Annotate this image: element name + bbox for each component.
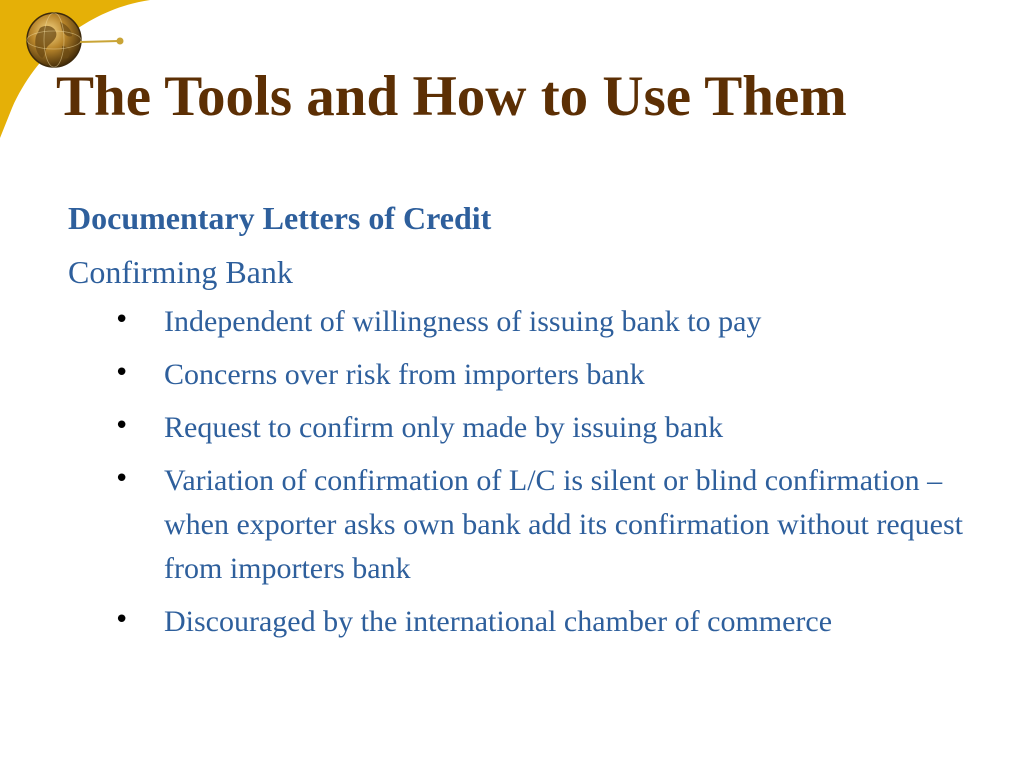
slide-body [68,196,968,653]
bullet-text: Concerns over risk from importers bank [164,358,645,391]
bullet-item [68,353,968,397]
pointer-line [80,41,119,42]
bullet-item [68,459,968,591]
section-label: Confirming Bank [68,254,293,290]
pointer-dot [117,38,124,45]
bullet-icon: • [114,358,130,388]
bullet-text: Discouraged by the international chamber of commerce [164,605,833,638]
bullet-icon: • [114,464,130,494]
bullet-list [68,300,968,644]
bullet-item [68,300,968,344]
slide-title: The Tools and How to Use Them [56,65,847,128]
bullet-text: Request to confirm only made by issuing bank [164,411,724,444]
bullet-icon: • [114,605,130,635]
globe-icon [27,13,81,67]
bullet-item [68,406,968,450]
subheading: Documentary Letters of Credit [68,200,492,236]
bullet-icon: • [114,411,130,441]
bullet-icon: • [114,305,130,335]
bullet-text: Variation of confirmation of L/C is silent or blind confirmation – when exporter asks own bank add its confirmation without request from importers bank [164,464,963,585]
bullet-item [68,600,968,644]
bullet-text: Independent of willingness of issuing bank to pay [164,305,762,338]
